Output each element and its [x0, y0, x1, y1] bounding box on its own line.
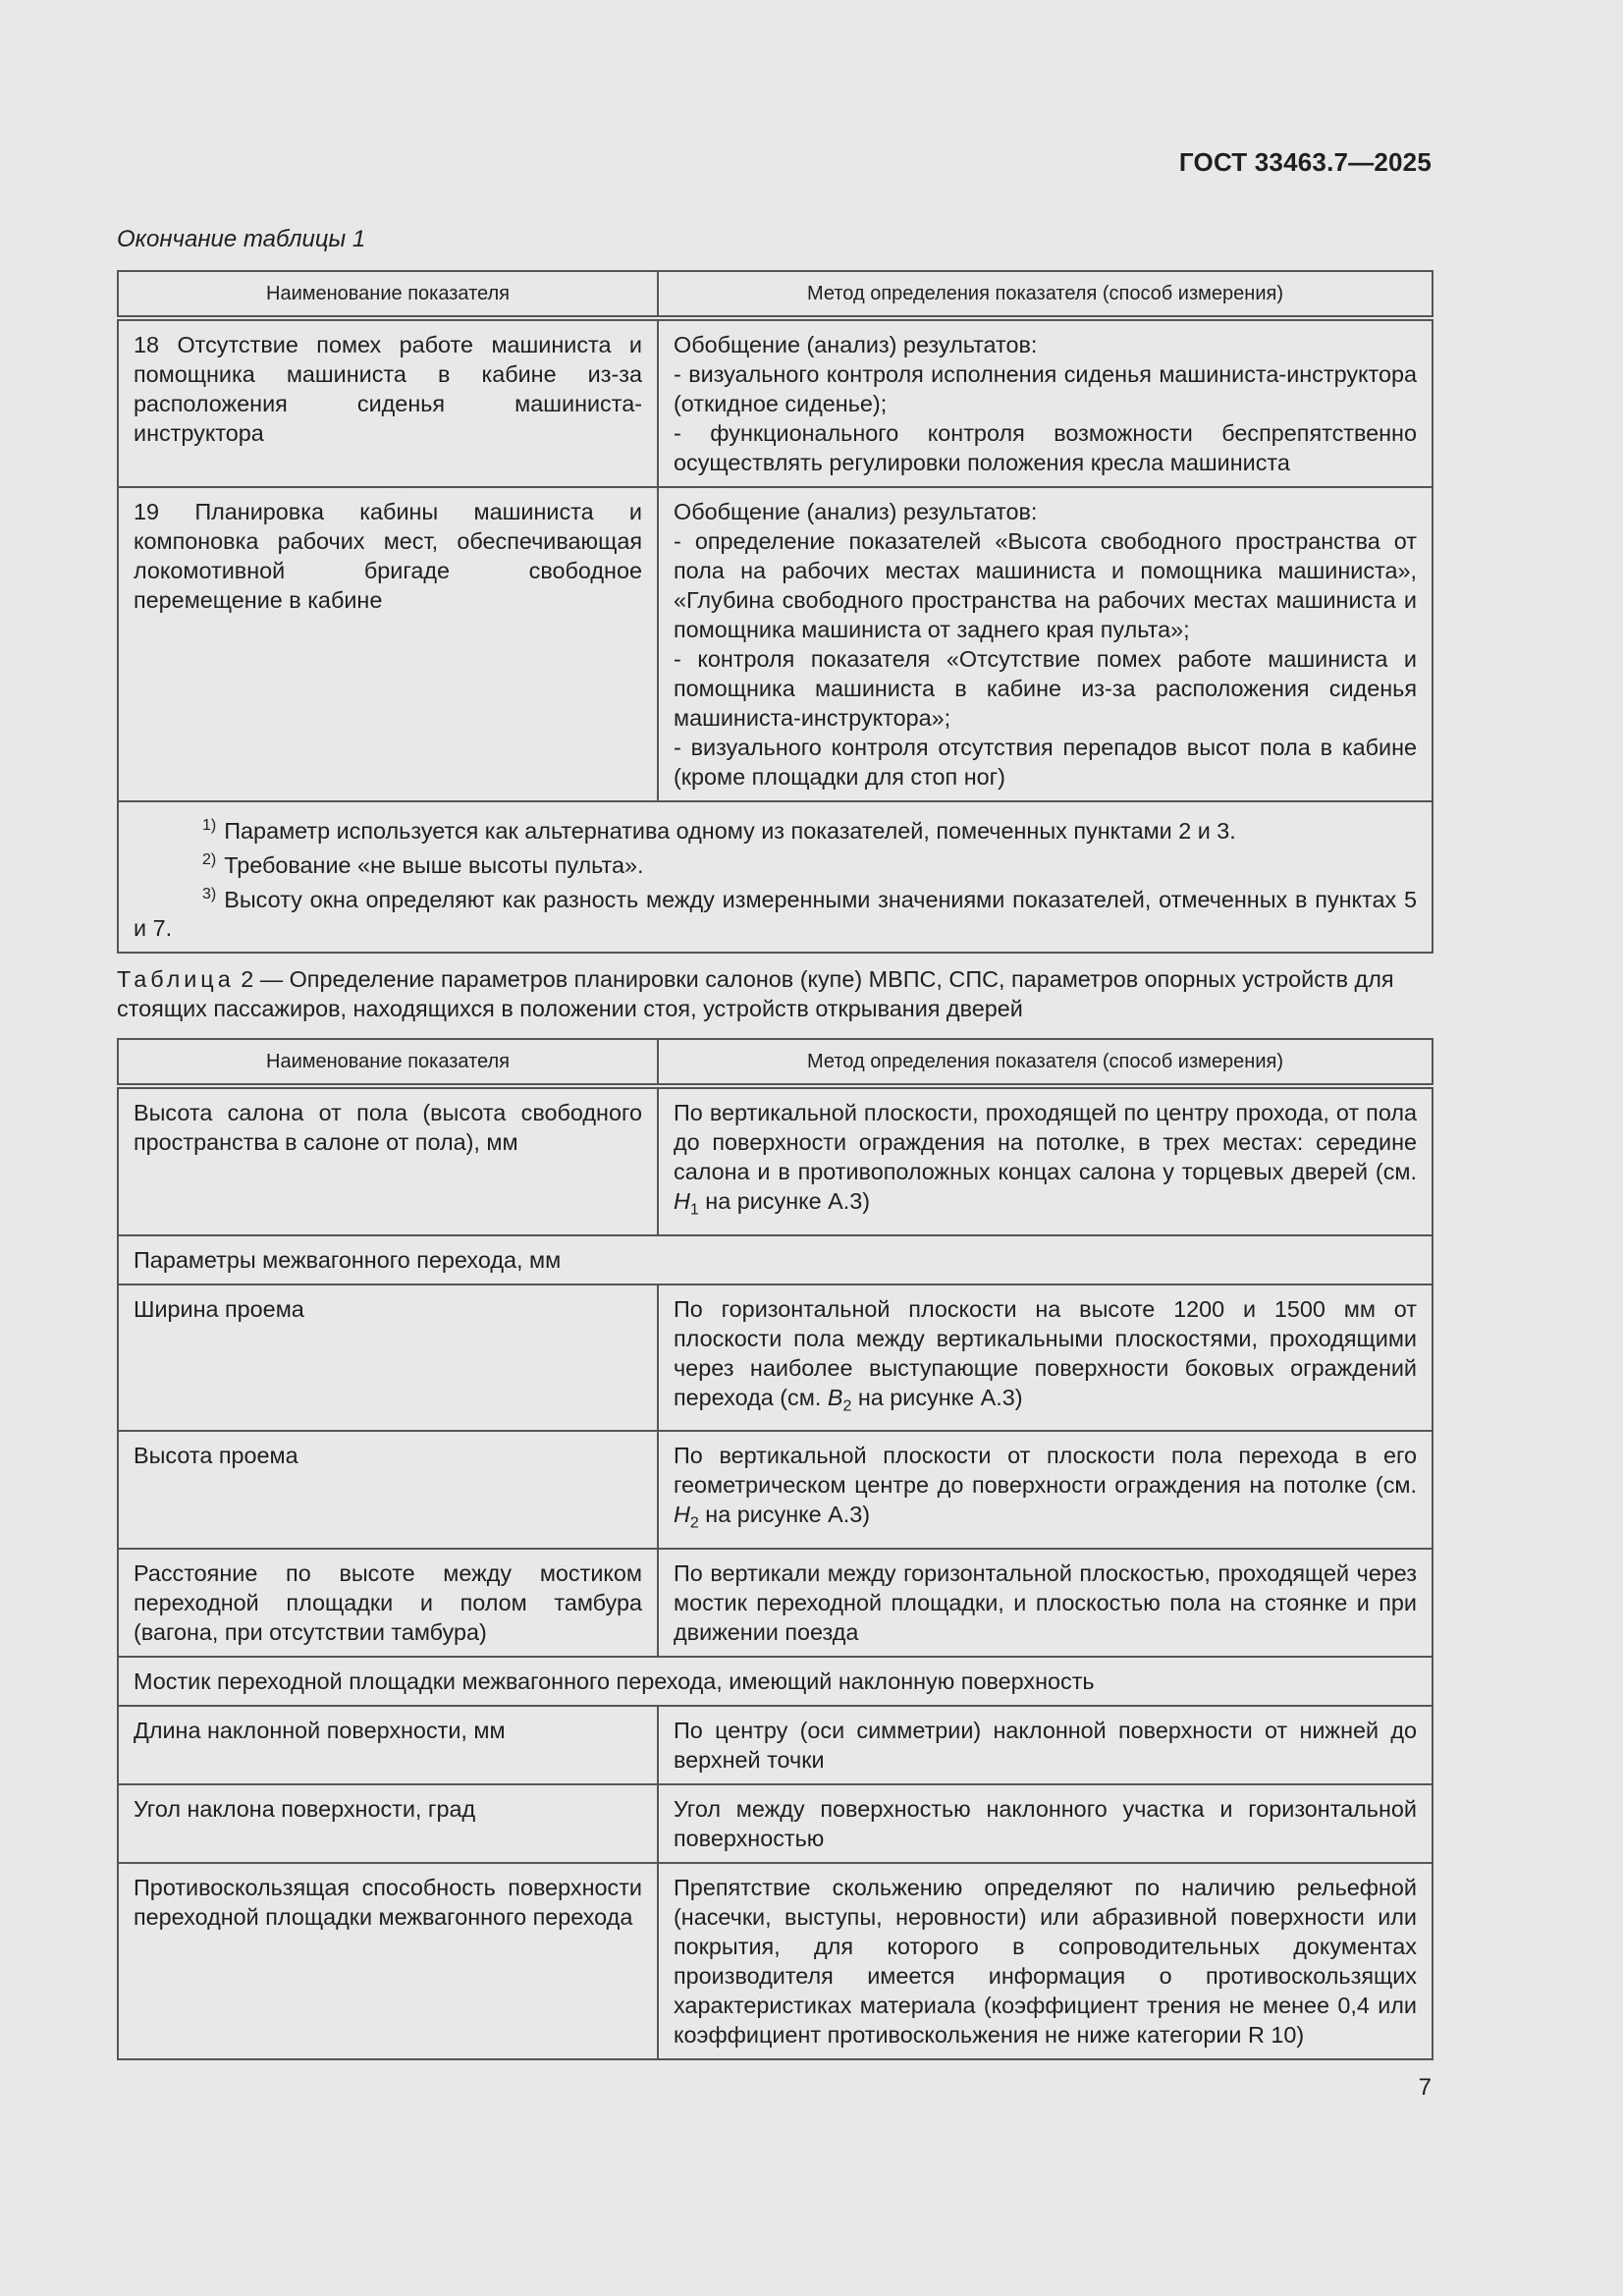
method-text: По вертикальной плоскости от плоскости пола перехода в его геометрическом центре до поверхности ограждения на потолке (см. — [674, 1443, 1417, 1499]
table-row — [118, 1431, 1433, 1549]
footnote-text: Высоту окна определяют как разность между измеренными значениями показателей, отмеченных в пунктах 5 и 7. — [134, 886, 1417, 942]
method-text: на рисунке А.3) — [851, 1384, 1023, 1410]
table2-row-name: Длина наклонной поверхности, мм — [118, 1706, 658, 1784]
method-line: - визуального контроля отсутствия перепадов высот пола в кабине (кроме площадки для стоп ног) — [674, 735, 1417, 790]
table-section-row — [118, 1657, 1433, 1706]
table2-row-name: Расстояние по высоте между мостиком переходной площадки и полом тамбура (вагона, при отсутствии тамбура) — [118, 1549, 658, 1657]
footnote-text: Параметр используется как альтернатива одному из показателей, помеченных пунктами 2 и 3. — [224, 817, 1236, 844]
footnote-mark: 1) — [202, 817, 217, 834]
table2-row-method — [658, 1431, 1433, 1549]
footnote — [134, 846, 1417, 880]
table1-col-header-method: Метод определения показателя (способ измерения) — [658, 271, 1433, 318]
table2-row-name: Высота салона от пола (высота свободного пространства в салоне от пола), мм — [118, 1086, 658, 1235]
table-row — [118, 1784, 1433, 1863]
table2 — [117, 1038, 1434, 2060]
footnote-mark: 2) — [202, 850, 217, 868]
symbol: H — [674, 1502, 690, 1528]
table2-header-row — [118, 1039, 1433, 1086]
table2-row-name: Угол наклона поверхности, град — [118, 1784, 658, 1863]
table1 — [117, 270, 1434, 954]
symbol: H — [674, 1188, 690, 1214]
table1-row19-name: 19 Планировка кабины машиниста и компоновка рабочих мест, обеспечивающая локомотивной бригаде свободное перемещение в кабине — [118, 487, 658, 801]
symbol: B — [827, 1384, 843, 1410]
method-line: - функционального контроля возможности беспрепятственно осуществлять регулировки положения кресла машиниста — [674, 420, 1417, 475]
table2-row-method: Угол между поверхностью наклонного участка и горизонтальной поверхностью — [658, 1784, 1433, 1863]
table-row — [118, 1863, 1433, 2059]
table2-section-header: Мостик переходной площадки межвагонного перехода, имеющий наклонную поверхность — [118, 1657, 1433, 1706]
table1-caption: Окончание таблицы 1 — [117, 226, 366, 252]
table1-notes-row — [118, 801, 1433, 953]
table-row — [118, 318, 1433, 487]
footnote-mark: 3) — [202, 885, 217, 902]
table2-row-method — [658, 1086, 1433, 1235]
method-line: - контроля показателя «Отсутствие помех работе машиниста и помощника машиниста в кабине из-за расположения сиденья машиниста-инструктора»; — [674, 646, 1417, 731]
symbol-subscript: 2 — [689, 1515, 699, 1533]
table2-col-header-method: Метод определения показателя (способ измерения) — [658, 1039, 1433, 1086]
symbol-subscript: 2 — [842, 1397, 852, 1415]
method-line: Обобщение (анализ) результатов: — [674, 499, 1038, 524]
table1-header-row — [118, 271, 1433, 318]
table2-title-text: 2 — Определение параметров планировки салонов (купе) МВПС, СПС, параметров опорных устройств для стоящих пассажиров, находящихся в положении стоя, устройств открывания дверей — [117, 966, 1394, 1021]
table-section-row — [118, 1235, 1433, 1285]
footnote — [134, 811, 1417, 846]
table2-row-method — [658, 1285, 1433, 1432]
table2-row-name: Ширина проема — [118, 1285, 658, 1432]
table2-row-method: По вертикали между горизонтальной плоскостью, проходящей через мостик переходной площадки, и плоскостью пола на стоянке и при движении поезда — [658, 1549, 1433, 1657]
table1-notes — [118, 801, 1433, 953]
table2-row-method: По центру (оси симметрии) наклонной поверхности от нижней до верхней точки — [658, 1706, 1433, 1784]
footnote — [134, 880, 1417, 944]
table2-title — [117, 964, 1432, 1023]
method-text: По вертикальной плоскости, проходящей по центру прохода, от пола до поверхности ограждения на потолке, в трех местах: середине салона и в противоположных концах салона у торцевых дверей (см. — [674, 1100, 1417, 1184]
table-row — [118, 1549, 1433, 1657]
table1-row18-name: 18 Отсутствие помех работе машиниста и помощника машиниста в кабине из-за расположения сиденья машиниста-инструктора — [118, 318, 658, 487]
method-line: Обобщение (анализ) результатов: — [674, 332, 1038, 357]
table2-row-method: Препятствие скольжению определяют по наличию рельефной (насечки, выступы, неровности) или абразивной поверхности или покрытия, для которого в сопроводительных документах производителя имеется информация о противоскользящих характеристиках материала (коэффициент трения не менее 0,4 или коэффициент противоскольжения не ниже категории R 10) — [658, 1863, 1433, 2059]
method-text: на рисунке А.3) — [698, 1502, 871, 1528]
method-line: - определение показателей «Высота свободного пространства от пола на рабочих местах машиниста и помощника машиниста», «Глубина свободного пространства на рабочих местах машиниста и помощника машиниста от заднего края пульта»; — [674, 528, 1417, 642]
table2-title-label: Таблица — [117, 966, 235, 992]
method-text: По горизонтальной плоскости на высоте 1200 и 1500 мм от плоскости пола между вертикальными плоскостями, проходящими через наиболее выступающие поверхности боковых ограждений перехода (см. — [674, 1295, 1417, 1410]
table-row — [118, 487, 1433, 801]
table2-row-name: Высота проема — [118, 1431, 658, 1549]
table2-row-name: Противоскользящая способность поверхности переходной площадки межвагонного перехода — [118, 1863, 658, 2059]
page-number: 7 — [1418, 2074, 1432, 2101]
table-row — [118, 1706, 1433, 1784]
table-row — [118, 1285, 1433, 1432]
table1-col-header-name: Наименование показателя — [118, 271, 658, 318]
symbol-subscript: 1 — [689, 1201, 699, 1219]
footnote-text: Требование «не выше высоты пульта». — [224, 851, 644, 878]
table2-col-header-name: Наименование показателя — [118, 1039, 658, 1086]
document-code: ГОСТ 33463.7—2025 — [1178, 147, 1432, 177]
method-text: на рисунке А.3) — [698, 1188, 871, 1214]
method-line: - визуального контроля исполнения сиденья машиниста-инструктора (откидное сиденье); — [674, 361, 1417, 416]
table1-row18-method — [658, 318, 1433, 487]
table1-row19-method — [658, 487, 1433, 801]
table-row — [118, 1086, 1433, 1235]
table2-section-header: Параметры межвагонного перехода, мм — [118, 1235, 1433, 1285]
